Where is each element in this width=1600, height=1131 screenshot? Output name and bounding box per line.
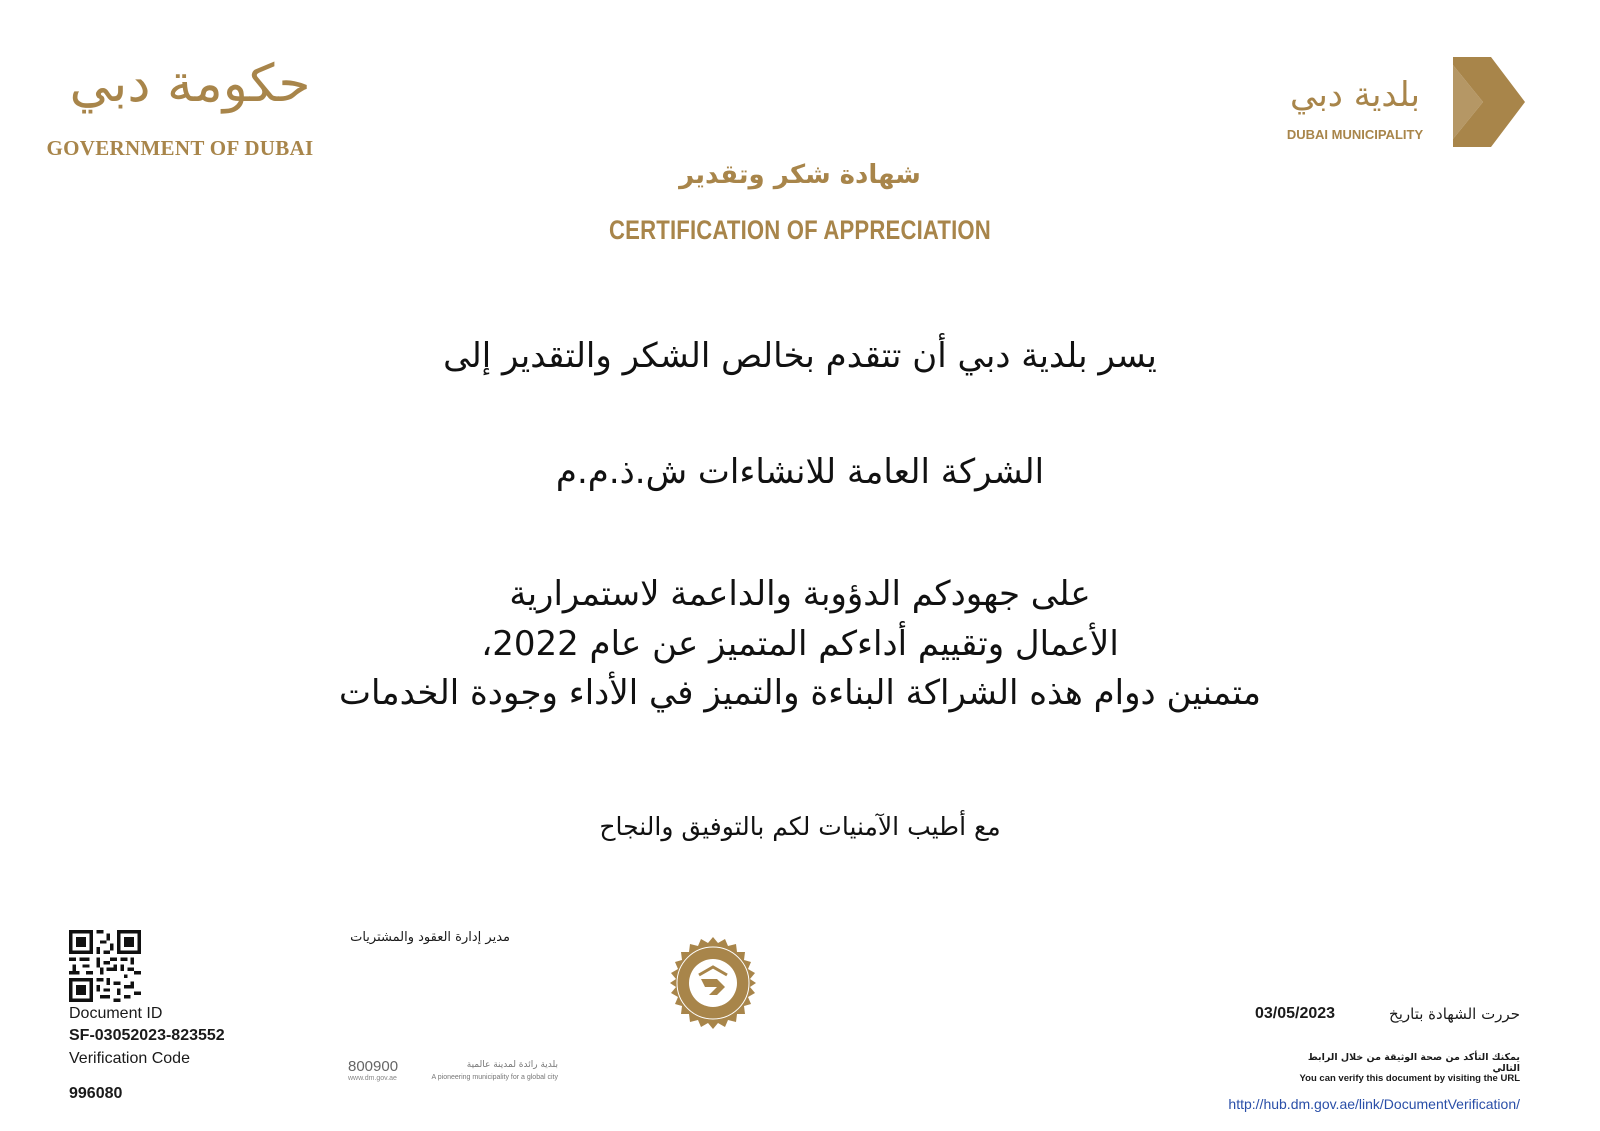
dm-logo-arabic: بلدية دبي — [1289, 75, 1420, 115]
recipient-name: الشركة العامة للانشاءات ش.ذ.م.م — [555, 452, 1045, 492]
issued-date-label: حررت الشهادة بتاريخ — [1389, 1005, 1520, 1023]
certificate-title-arabic: شهادة شكر وتقدير — [679, 160, 921, 190]
body-line-efforts: على جهودكم الدؤوبة والداعمة لاستمرارية — [509, 574, 1091, 614]
document-id-label: Document ID — [69, 1005, 163, 1022]
slogan-english: A pioneering municipality for a global city — [431, 1074, 558, 1081]
signer-title: مدير إدارة العقود والمشتريات — [350, 930, 510, 945]
dubai-municipality-seal-icon — [665, 935, 761, 1031]
slogan-arabic: بلدية رائدة لمدينة عالمية — [466, 1060, 558, 1070]
qr-code-icon — [69, 930, 141, 1002]
phone-number: 800900 — [348, 1058, 399, 1075]
certificate-title-english: CERTIFICATION OF APPRECIATION — [609, 215, 991, 245]
body-line-intro: يسر بلدية دبي أن تتقدم بخالص الشكر والتقدير إلى — [443, 336, 1157, 376]
website-text: www.dm.gov.ae — [348, 1075, 397, 1082]
body-line-wishes: متمنين دوام هذه الشراكة البناءة والتميز في الأداء وجودة الخدمات — [339, 673, 1261, 713]
contact-strip — [348, 1058, 568, 1086]
document-id-value: SF-03052023-823552 — [69, 1027, 225, 1044]
dubai-municipality-logo — [1265, 55, 1565, 155]
body-line-evaluation: الأعمال وتقييم أداءكم المتميز عن عام 2022، — [481, 624, 1119, 664]
gov-logo-english: GOVERNMENT OF DUBAI — [46, 136, 314, 160]
issued-date-value: 03/05/2023 — [1255, 1005, 1336, 1022]
verification-url-link[interactable]: http://hub.dm.gov.ae/link/DocumentVerification/ — [1228, 1096, 1520, 1112]
government-of-dubai-logo — [30, 50, 330, 170]
verify-instruction-english: You can verify this document by visiting the URL — [1299, 1073, 1520, 1084]
closing-line: مع أطيب الآمنيات لكم بالتوفيق والنجاح — [599, 812, 1001, 841]
gov-logo-arabic: حكومة دبي — [69, 54, 311, 114]
verification-code-value: 996080 — [69, 1085, 123, 1102]
verify-instruction-arabic: يمكنك التأكد من صحة الوثيقة من خلال الرابط التالي — [1307, 1052, 1520, 1074]
verification-code-label: Verification Code — [69, 1050, 190, 1067]
dm-logo-english: DUBAI MUNICIPALITY — [1286, 127, 1424, 142]
dubai-municipality-chevron-icon — [1453, 57, 1525, 147]
